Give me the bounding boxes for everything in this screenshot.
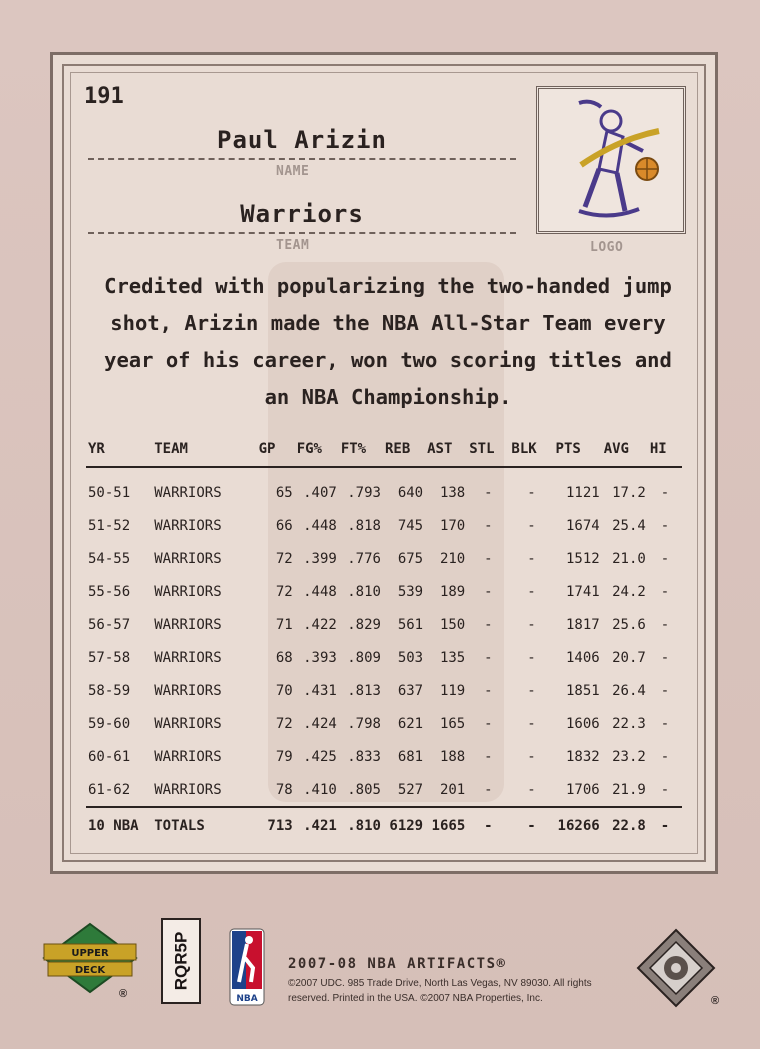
stats-cell: - — [660, 649, 670, 666]
stats-cell: WARRIORS — [154, 781, 222, 798]
stats-cell: - — [527, 484, 536, 501]
col-header: AST — [425, 432, 467, 467]
stats-cell: 21.9 — [612, 781, 646, 798]
stats-cell: 640 — [397, 484, 424, 501]
stats-cell: - — [484, 781, 493, 798]
stats-cell: 71 — [275, 616, 293, 633]
stats-cell: 1741 — [565, 583, 600, 600]
stats-cell: 72 — [275, 583, 293, 600]
stats-cell: 21.0 — [612, 550, 646, 567]
stats-cell: .798 — [347, 715, 381, 732]
stats-cell: 66 — [275, 517, 293, 534]
stats-cell: 1817 — [565, 616, 600, 633]
stats-cell: .809 — [347, 649, 381, 666]
footer-legal-block — [288, 956, 628, 1006]
stats-body — [86, 467, 682, 844]
team-label: TEAM — [276, 238, 310, 253]
col-header: REB — [383, 432, 425, 467]
stats-cell: - — [527, 517, 536, 534]
stats-cell: 54-55 — [88, 550, 131, 567]
stats-cell: WARRIORS — [154, 517, 222, 534]
stats-cell: 55-56 — [88, 583, 131, 600]
stats-header-row — [86, 432, 682, 467]
stats-cell: 561 — [397, 616, 424, 633]
stats-cell: 59-60 — [88, 715, 131, 732]
stats-cell: - — [484, 616, 493, 633]
col-header: AVG — [602, 432, 648, 467]
totals-league: NBA — [113, 818, 139, 834]
warriors-logo-icon — [539, 89, 683, 231]
stats-cell: 539 — [397, 583, 424, 600]
stats-row — [86, 707, 682, 740]
artifacts-diamond-icon — [636, 928, 716, 1008]
stats-cell: 72 — [275, 550, 293, 567]
col-header: FG% — [295, 432, 339, 467]
svg-text:NBA: NBA — [236, 994, 258, 1004]
stats-cell: 1606 — [565, 715, 600, 732]
stats-cell: 1512 — [565, 550, 600, 567]
stats-cell: - — [484, 649, 493, 666]
team-name: Warriors — [240, 200, 364, 228]
totals-cell: - — [648, 807, 682, 844]
stats-cell: - — [660, 682, 670, 699]
legal-text-2: reserved. Printed in the USA. ©2007 NBA Properties, Inc. — [288, 993, 543, 1004]
stats-cell: 68 — [275, 649, 293, 666]
stats-cell: .829 — [347, 616, 381, 633]
stats-cell: 165 — [439, 715, 466, 732]
stats-cell: WARRIORS — [154, 682, 222, 699]
stats-cell: 20.7 — [612, 649, 646, 666]
stats-cell: - — [660, 748, 670, 765]
svg-text:DECK: DECK — [74, 965, 106, 976]
stats-cell: 26.4 — [612, 682, 646, 699]
stats-cell: .818 — [347, 517, 381, 534]
logo-label: LOGO — [590, 240, 624, 255]
stats-cell: 745 — [397, 517, 424, 534]
stats-cell: 135 — [439, 649, 466, 666]
totals-cell: - — [509, 807, 553, 844]
stats-cell: 119 — [439, 682, 466, 699]
stats-cell: 25.4 — [612, 517, 646, 534]
stats-cell: .431 — [303, 682, 337, 699]
stats-cell: WARRIORS — [154, 616, 222, 633]
stats-cell: 1851 — [565, 682, 600, 699]
col-header: BLK — [509, 432, 553, 467]
stats-table — [86, 432, 682, 844]
nba-logo — [229, 928, 265, 1006]
stats-cell: 70 — [275, 682, 293, 699]
stats-cell: 65 — [275, 484, 293, 501]
stats-cell: 681 — [397, 748, 424, 765]
stats-cell: WARRIORS — [154, 550, 222, 567]
stats-cell: .393 — [303, 649, 337, 666]
stats-cell: 50-51 — [88, 484, 131, 501]
stats-cell: - — [527, 781, 536, 798]
stats-cell: - — [484, 682, 493, 699]
stats-cell: - — [527, 550, 536, 567]
stats-cell: 138 — [439, 484, 466, 501]
card-code-box — [161, 918, 201, 1004]
stats-row — [86, 467, 682, 509]
stats-cell: 1832 — [565, 748, 600, 765]
stats-cell: 1121 — [565, 484, 600, 501]
team-underline — [88, 232, 516, 234]
stats-cell: - — [484, 550, 493, 567]
stats-cell: - — [527, 616, 536, 633]
stats-cell: .448 — [303, 517, 337, 534]
stats-row — [86, 674, 682, 707]
stats-cell: - — [660, 583, 670, 600]
team-logo-box — [536, 86, 686, 234]
stats-cell: 61-62 — [88, 781, 131, 798]
stats-cell: - — [660, 616, 670, 633]
stats-cell: .776 — [347, 550, 381, 567]
stats-cell: 210 — [439, 550, 466, 567]
stats-cell: 1406 — [565, 649, 600, 666]
stats-row — [86, 740, 682, 773]
legal-text-1: ©2007 UDC. 985 Trade Drive, North Las Vegas, NV 89030. All rights — [288, 978, 592, 989]
stats-cell: WARRIORS — [154, 649, 222, 666]
totals-cell: TOTALS — [152, 807, 256, 844]
stats-cell: .810 — [347, 583, 381, 600]
stats-cell: 189 — [439, 583, 466, 600]
stats-cell: 25.6 — [612, 616, 646, 633]
col-header: STL — [467, 432, 509, 467]
stats-cell: 150 — [439, 616, 466, 633]
card-code: RQR5P — [171, 931, 191, 991]
stats-cell: .793 — [347, 484, 381, 501]
totals-cell: 22.8 — [602, 807, 648, 844]
col-header: YR — [86, 432, 152, 467]
stats-row — [86, 542, 682, 575]
stats-cell: WARRIORS — [154, 748, 222, 765]
stats-row — [86, 773, 682, 807]
stats-row — [86, 509, 682, 542]
col-header: GP — [257, 432, 295, 467]
totals-cell: .421 — [295, 807, 339, 844]
stats-cell: - — [660, 715, 670, 732]
name-label: NAME — [276, 164, 310, 179]
card-number: 191 — [84, 84, 124, 109]
stats-cell: .805 — [347, 781, 381, 798]
totals-seasons-count: 10 — [88, 818, 105, 834]
stats-cell: 637 — [397, 682, 424, 699]
col-header: HI — [648, 432, 682, 467]
stats-cell: .410 — [303, 781, 337, 798]
stats-cell: .399 — [303, 550, 337, 567]
stats-totals-row — [86, 807, 682, 844]
stats-cell: - — [484, 748, 493, 765]
stats-cell: 23.2 — [612, 748, 646, 765]
nba-logo-icon — [229, 928, 265, 1006]
stats-cell: 78 — [275, 781, 293, 798]
stats-cell: 51-52 — [88, 517, 131, 534]
col-header: FT% — [339, 432, 383, 467]
artifacts-logo — [636, 928, 716, 1008]
stats-cell: WARRIORS — [154, 583, 222, 600]
stats-cell: 170 — [439, 517, 466, 534]
stats-cell: 621 — [397, 715, 424, 732]
stats-cell: - — [527, 583, 536, 600]
stats-cell: .424 — [303, 715, 337, 732]
stats-cell: 24.2 — [612, 583, 646, 600]
stats-cell: .833 — [347, 748, 381, 765]
stats-cell: 17.2 — [612, 484, 646, 501]
totals-seasons — [86, 807, 152, 844]
stats-cell: 60-61 — [88, 748, 131, 765]
col-header: TEAM — [152, 432, 256, 467]
name-underline — [88, 158, 516, 160]
stats-cell: 57-58 — [88, 649, 131, 666]
stats-cell: - — [484, 583, 493, 600]
stats-cell: - — [527, 748, 536, 765]
stats-cell: 188 — [439, 748, 466, 765]
player-bio: Credited with popularizing the two-handed jump shot, Arizin made the NBA All-Star Team every year of his career, won two scoring titles and an NBA Championship. — [104, 274, 672, 409]
totals-cell: 6129 — [383, 807, 425, 844]
stats-cell: - — [527, 682, 536, 699]
ud-registered-mark: ® — [119, 988, 128, 1000]
col-header: PTS — [554, 432, 602, 467]
set-title: 2007-08 NBA ARTIFACTS® — [288, 956, 507, 972]
stats-cell: 1674 — [565, 517, 600, 534]
stats-cell: .422 — [303, 616, 337, 633]
stats-cell: .425 — [303, 748, 337, 765]
stats-cell: 79 — [275, 748, 293, 765]
stats-cell: .407 — [303, 484, 337, 501]
artifacts-registered-mark: ® — [711, 995, 720, 1007]
stats-row — [86, 608, 682, 641]
totals-cell: 1665 — [425, 807, 467, 844]
svg-text:UPPER: UPPER — [71, 948, 109, 959]
stats-cell: 201 — [439, 781, 466, 798]
stats-cell: 56-57 — [88, 616, 131, 633]
stats-cell: 675 — [397, 550, 424, 567]
stats-cell: - — [484, 484, 493, 501]
stats-cell: 72 — [275, 715, 293, 732]
stats-row — [86, 641, 682, 674]
stats-cell: WARRIORS — [154, 715, 222, 732]
stats-cell: 1706 — [565, 781, 600, 798]
stats-cell: - — [660, 550, 670, 567]
stats-cell: .448 — [303, 583, 337, 600]
player-name: Paul Arizin — [217, 126, 387, 154]
stats-cell: - — [484, 517, 493, 534]
stats-cell: 58-59 — [88, 682, 131, 699]
stats-cell: - — [660, 517, 670, 534]
totals-cell: 16266 — [554, 807, 602, 844]
stats-cell: - — [527, 715, 536, 732]
stats-cell: 22.3 — [612, 715, 646, 732]
stats-cell: - — [660, 484, 670, 501]
stats-cell: - — [484, 715, 493, 732]
stats-row — [86, 575, 682, 608]
totals-cell: - — [467, 807, 509, 844]
totals-cell: 713 — [257, 807, 295, 844]
stats-cell: WARRIORS — [154, 484, 222, 501]
stats-cell: - — [660, 781, 670, 798]
stats-cell: .813 — [347, 682, 381, 699]
stats-cell: - — [527, 649, 536, 666]
stats-cell: 527 — [397, 781, 424, 798]
totals-cell: .810 — [339, 807, 383, 844]
stats-cell: 503 — [397, 649, 424, 666]
